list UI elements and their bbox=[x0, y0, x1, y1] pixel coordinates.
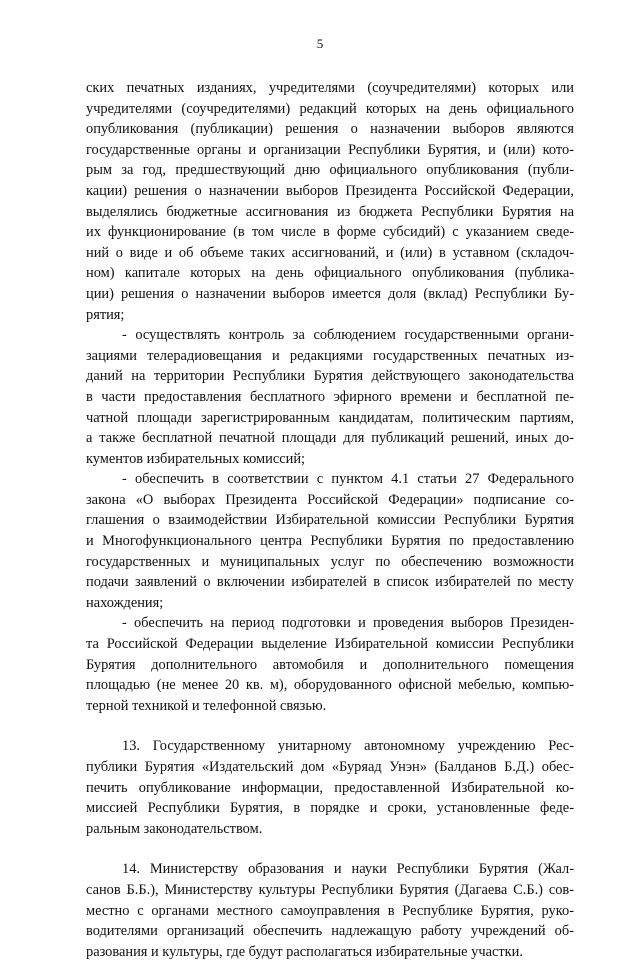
paragraph-continuation bbox=[86, 78, 574, 325]
text-line: нахождения; bbox=[86, 594, 164, 611]
text-line: и Многофункционального центра Республики Бурятия по предоставлению bbox=[86, 533, 574, 550]
paragraph-control bbox=[86, 325, 574, 469]
text-line: печить опубликование информации, предоставленной Избирательной ко- bbox=[86, 779, 574, 796]
text-line: та Российской Федерации выделение Избирательной комиссии Республики bbox=[86, 636, 574, 653]
text-line: водителями организаций обеспечить надлежащую работу учреждений об- bbox=[86, 923, 574, 940]
text-line: зациями телерадиовещания и редакциями государственных печатных из- bbox=[86, 347, 574, 364]
page-number: 5 bbox=[316, 36, 324, 51]
text-line: в части предоставления бесплатного эфирного времени и бесплатной пе- bbox=[86, 388, 574, 405]
text-line: 13. Государственному унитарному автономному учреждению Рес- bbox=[122, 738, 574, 755]
text-line: ном) капитале которых на день официального опубликования (публика- bbox=[86, 265, 574, 282]
document-body bbox=[86, 78, 574, 962]
text-line: санов Б.Б.), Министерству культуры Республики Бурятия (Дагаева С.Б.) сов- bbox=[86, 881, 574, 898]
text-line: 14. Министерству образования и науки Республики Бурятия (Жал- bbox=[122, 861, 574, 878]
text-line: рятия; bbox=[86, 306, 125, 323]
text-line: ции) решения о назначении выборов имеется доля (вклад) Республики Бу- bbox=[86, 285, 574, 302]
text-line: глашения о взаимодействии Избирательной комиссии Республики Бурятия bbox=[86, 512, 574, 529]
text-line: ских печатных изданиях, учредителями (соучредителями) которых или bbox=[86, 80, 574, 96]
text-line: ний о виде и об объеме таких ассигнований, и (или) в уставном (складоч- bbox=[86, 244, 574, 261]
text-line: - осуществлять контроль за соблюдением государственными органи- bbox=[122, 327, 574, 344]
text-line: а также бесплатной печатной площади для публикаций решений, иных до- bbox=[86, 430, 574, 447]
text-line: опубликования (публикации) решения о назначении выборов являются bbox=[86, 121, 574, 138]
paragraph-13 bbox=[86, 736, 574, 839]
text-line: подачи заявлений о включении избирателей в список избирателей по месту bbox=[86, 574, 574, 591]
text-line: чатной площади зарегистрированным кандидатам, политическим партиям, bbox=[86, 409, 574, 426]
text-line: - обеспечить в соответствии с пунктом 4.1 статьи 27 Федерального bbox=[122, 471, 574, 488]
text-line: учредителями (соучредителями) редакций которых на день официального bbox=[86, 100, 574, 117]
text-line: площадью (не менее 20 кв. м), оборудованного офисной мебелью, компью- bbox=[86, 677, 574, 694]
paragraph-gap bbox=[86, 839, 574, 859]
text-line: кументов избирательных комиссий; bbox=[86, 450, 306, 467]
text-line: их функционирование (в том числе в форме субсидий) с указанием сведе- bbox=[86, 224, 574, 241]
text-line: даний на территории Республики Бурятия действующего законодательства bbox=[86, 368, 574, 385]
text-line: рым за год, предшествующий дню официального опубликования (публи- bbox=[86, 162, 574, 179]
paragraph-14 bbox=[86, 859, 574, 962]
text-line: - обеспечить на период подготовки и проведения выборов Президен- bbox=[122, 615, 574, 632]
paragraph-vehicle bbox=[86, 613, 574, 716]
text-line: терной техникой и телефонной связью. bbox=[86, 697, 327, 714]
paragraph-agreement bbox=[86, 469, 574, 613]
text-line: местно с органами местного самоуправления в Республике Бурятия, руко- bbox=[86, 902, 574, 919]
text-line: кации) решения о назначении выборов Президента Российской Федерации, bbox=[86, 182, 574, 199]
text-line: государственные органы и организации Республики Бурятия, и (или) кото- bbox=[86, 141, 574, 158]
text-line: разования и культуры, где будут располагаться избирательные участки. bbox=[86, 943, 523, 960]
text-line: миссией Республики Бурятия, в порядке и сроки, установленные феде- bbox=[86, 800, 574, 817]
text-line: закона «О выборах Президента Российской Федерации» подписание со- bbox=[86, 491, 574, 508]
text-line: Бурятия дополнительного автомобиля и дополнительного помещения bbox=[86, 656, 574, 673]
text-line: государственных и муниципальных услуг по обеспечению возможности bbox=[86, 553, 574, 570]
text-line: публики Бурятия «Издательский дом «Буряад Унэн» (Балданов Б.Д.) обес- bbox=[86, 759, 574, 775]
text-line: ральным законодательством. bbox=[86, 820, 263, 837]
paragraph-gap bbox=[86, 716, 574, 736]
text-line: выделялись бюджетные ассигнования из бюджета Республики Бурятия на bbox=[86, 203, 574, 220]
